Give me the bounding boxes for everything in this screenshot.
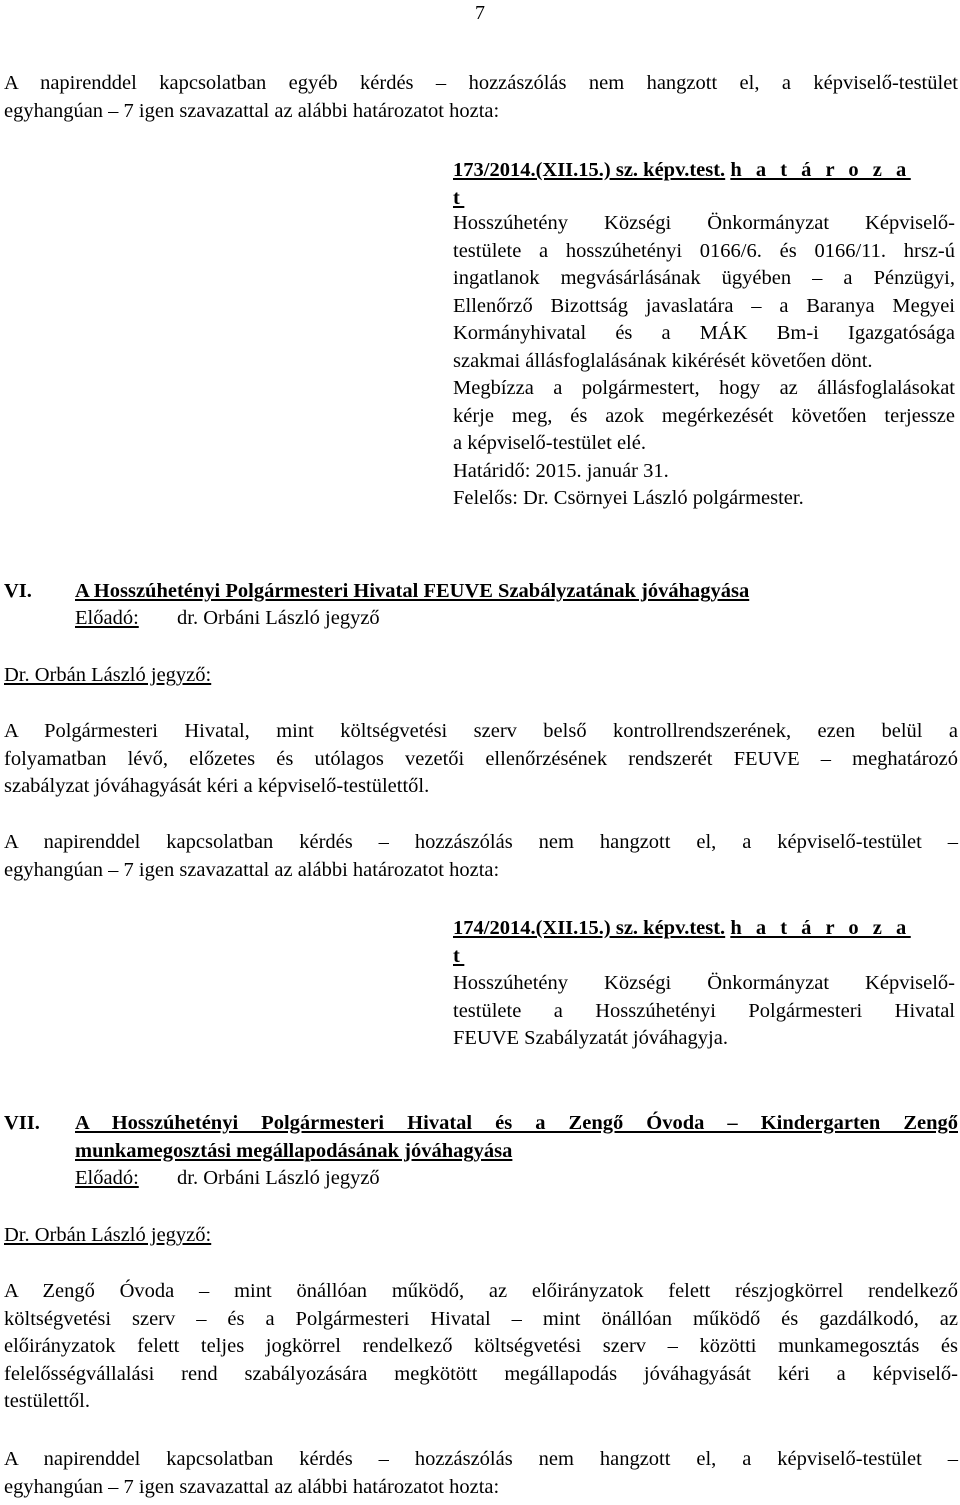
- body-line: testülettől.: [4, 1390, 90, 1412]
- section-title-vii: [75, 1110, 958, 1165]
- page-number: 7: [475, 2, 485, 24]
- decision-number: 173/2014.(XII.15.) sz. képv.test.: [453, 159, 726, 181]
- decision-text-174: [453, 970, 955, 1053]
- section-number-vii: VII.: [4, 1112, 40, 1134]
- body-line: költségvetési szerv – és a Polgármesteri Hivatal – mint önállóan működő és gazdálkodó, az: [4, 1307, 958, 1330]
- presenter-label: Előadó:: [75, 1167, 139, 1189]
- body-vi: [4, 718, 958, 801]
- decision-number: 174/2014.(XII.15.) sz. képv.test.: [453, 917, 726, 939]
- section-title-line: munkamegosztási megállapodásának jóváhagyása: [75, 1139, 513, 1162]
- vote-line: A napirenddel kapcsolatban kérdés – hozzászólás nem hangzott el, a képviselő-testület –: [4, 831, 958, 853]
- decision-line: Kormányhivatal és a MÁK Bm-i Igazgatósága: [453, 322, 955, 344]
- decision-heading-173: [453, 157, 923, 212]
- decision-heading-174: [453, 915, 923, 970]
- decision-line: Hosszúhetény Községi Önkormányzat Képviselő-: [453, 212, 955, 234]
- decision-line: kérje meg, és azok megérkezését követően terjessze: [453, 404, 955, 427]
- decision-word: h a t á r o z a t: [453, 917, 911, 967]
- body-line: A Polgármesteri Hivatal, mint költségvetési szerv belső kontrollrendszerének, ezen belül a: [4, 720, 958, 742]
- body-line: előirányzatok felett teljes jogkörrel rendelkező költségvetési szerv – közötti munkamegosztás és: [4, 1335, 958, 1357]
- vote-vii: [4, 1446, 958, 1501]
- body-line: A Zengő Óvoda – mint önállóan működő, az előirányzatok felett részjogkörrel rendelkező: [4, 1280, 958, 1302]
- decision-line: Ellenőrző Bizottság javaslatára – a Baranya Megyei: [453, 294, 955, 317]
- speaker-vi: Dr. Orbán László jegyző:: [4, 664, 212, 686]
- decision-line: Megbízza a polgármestert, hogy az állásfoglalásokat: [453, 377, 955, 399]
- paragraph-line: A napirenddel kapcsolatban egyéb kérdés – hozzászólás nem hangzott el, a képviselő-testület: [4, 72, 958, 94]
- section-title-vi: A Hosszúhetényi Polgármesteri Hivatal FEUVE Szabályzatának jóváhagyása: [75, 580, 750, 602]
- decision-line: ingatlanok megvásárlásának ügyében – a Pénzügyi,: [453, 267, 955, 289]
- vote-line: egyhangúan – 7 igen szavazattal az alábbi határozatot hozta:: [4, 1475, 500, 1498]
- presenter-line-vi: [75, 605, 380, 633]
- decision-word: h a t á r o z a t: [453, 159, 911, 209]
- decision-deadline: Határidő: 2015. január 31.: [453, 459, 669, 482]
- decision-line: Hosszúhetény Községi Önkormányzat Képviselő-: [453, 972, 955, 994]
- presenter-name: dr. Orbáni László jegyző: [177, 1167, 380, 1189]
- decision-line: testülete a Hosszúhetényi Polgármesteri Hivatal: [453, 999, 955, 1022]
- vote-line: egyhangúan – 7 igen szavazattal az alábbi határozatot hozta:: [4, 858, 500, 881]
- intro-vote-paragraph: [4, 70, 958, 125]
- body-line: szabályzat jóváhagyását kéri a képviselő-testülettől.: [4, 775, 430, 797]
- decision-line: testülete a hosszúhetényi 0166/6. és 0166/11. hrsz-ú: [453, 239, 955, 262]
- presenter-label: Előadó:: [75, 607, 139, 629]
- vote-line: A napirenddel kapcsolatban kérdés – hozzászólás nem hangzott el, a képviselő-testület –: [4, 1448, 958, 1470]
- section-title-line: A Hosszúhetényi Polgármesteri Hivatal és a Zengő Óvoda – Kindergarten Zengő: [75, 1112, 958, 1134]
- body-vii: [4, 1278, 958, 1416]
- section-number-vi: VI.: [4, 580, 32, 602]
- presenter-line-vii: [75, 1165, 380, 1193]
- decision-responsible: Felelős: Dr. Csörnyei László polgármester.: [453, 487, 804, 509]
- decision-line: FEUVE Szabályzatát jóváhagyja.: [453, 1027, 728, 1049]
- body-line: folyamatban lévő, előzetes és utólagos vezetői ellenőrzésének rendszerét FEUVE – meghatározó: [4, 747, 958, 770]
- body-line: felelősségvállalási rend szabályozására megkötött megállapodás jóváhagyását kéri a képviselő-: [4, 1362, 958, 1385]
- decision-line: a képviselő-testület elé.: [453, 432, 646, 454]
- speaker-vii: Dr. Orbán László jegyző:: [4, 1224, 212, 1246]
- decision-line: szakmai állásfoglalásának kikérését követően dönt.: [453, 349, 873, 372]
- decision-text-173: [453, 210, 955, 513]
- paragraph-line: egyhangúan – 7 igen szavazattal az alábbi határozatot hozta:: [4, 99, 500, 122]
- vote-vi: [4, 829, 958, 884]
- presenter-name: dr. Orbáni László jegyző: [177, 607, 380, 629]
